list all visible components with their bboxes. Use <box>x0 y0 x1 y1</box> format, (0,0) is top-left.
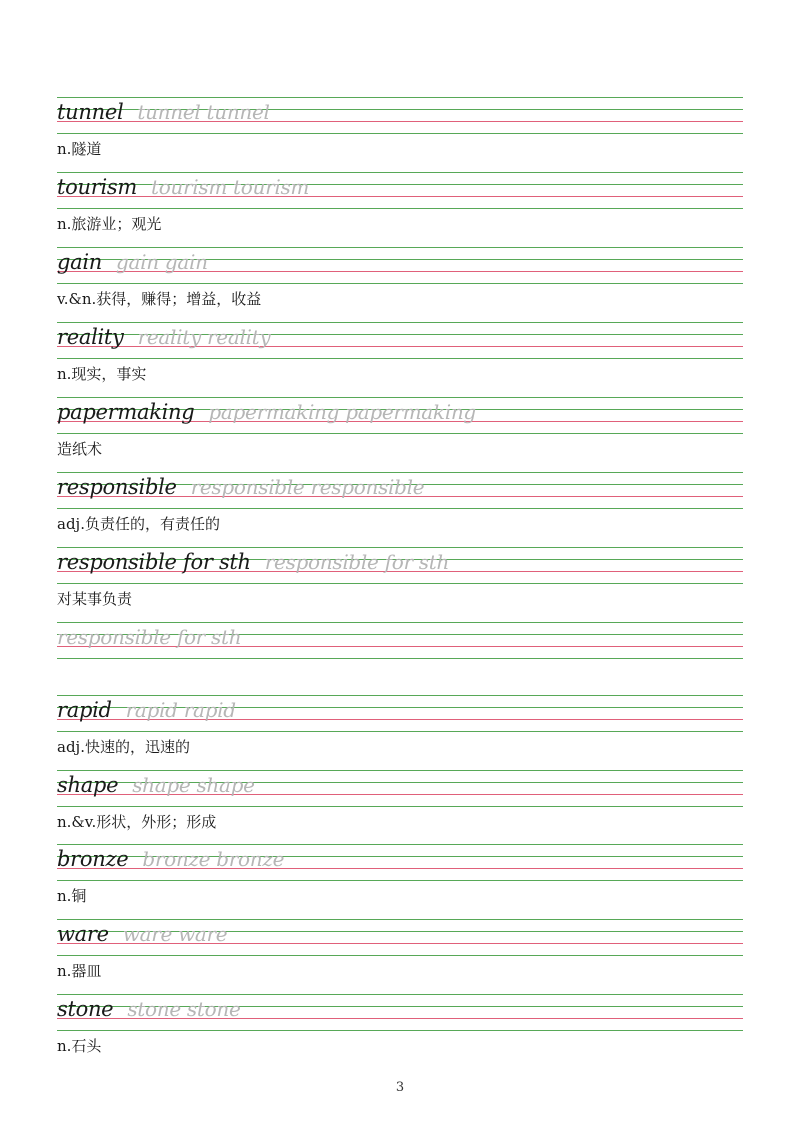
vocab-word: shape <box>57 773 119 797</box>
guide-line-bottom <box>57 433 743 434</box>
vocab-word: tunnel <box>57 100 124 124</box>
trace-word: shape shape <box>132 773 255 797</box>
guide-line-bottom <box>57 880 743 881</box>
vocab-entry <box>57 695 743 756</box>
trace-word: bronze bronze <box>142 847 285 871</box>
word-meaning: adj.负责任的，有责任的 <box>57 515 220 533</box>
guide-line-bottom <box>57 583 743 584</box>
vocab-entry <box>57 97 743 158</box>
trace-word: responsible responsible <box>190 475 425 499</box>
vocab-entry <box>57 247 743 308</box>
vocab-word: bronze <box>57 847 129 871</box>
word-line <box>57 248 208 276</box>
vocab-word: reality <box>57 325 124 349</box>
vocab-word: tourism <box>57 175 137 199</box>
word-meaning: n.隧道 <box>57 140 102 158</box>
vocab-entry <box>57 172 743 233</box>
word-line <box>57 771 255 799</box>
page-number: 3 <box>395 1080 405 1095</box>
word-line <box>57 173 309 201</box>
trace-word: rapid rapid <box>125 698 236 722</box>
vocab-entry <box>57 322 743 383</box>
word-meaning: n.现实，事实 <box>57 365 147 383</box>
word-meaning: n.石头 <box>57 1037 102 1055</box>
guide-line-bottom <box>57 133 743 134</box>
guide-line-bottom <box>57 806 743 807</box>
word-line <box>57 623 241 651</box>
vocab-entry <box>57 770 743 831</box>
word-meaning: adj.快速的，迅速的 <box>57 738 190 756</box>
word-meaning: n.器皿 <box>57 962 102 980</box>
trace-word: responsible for sth <box>57 625 242 649</box>
word-line <box>57 473 424 501</box>
word-meaning: n.旅游业；观光 <box>57 215 162 233</box>
word-meaning: n.铜 <box>57 887 87 905</box>
trace-word: tunnel tunnel <box>137 100 270 124</box>
vocab-entry <box>57 397 743 458</box>
guide-line-bottom <box>57 658 743 659</box>
trace-word: responsible for sth <box>264 550 450 574</box>
trace-word: tourism tourism <box>150 175 310 199</box>
guide-line-bottom <box>57 283 743 284</box>
vocab-entry <box>57 844 743 905</box>
vocab-word: papermaking <box>57 400 195 424</box>
word-line <box>57 398 476 426</box>
word-line <box>57 548 449 576</box>
word-line <box>57 323 270 351</box>
guide-line-bottom <box>57 358 743 359</box>
word-line <box>57 98 270 126</box>
vocab-entry <box>57 622 743 659</box>
word-line <box>57 995 241 1023</box>
vocab-word: responsible for sth <box>57 550 251 574</box>
guide-line-bottom <box>57 1030 743 1031</box>
word-line <box>57 920 227 948</box>
vocab-word: stone <box>57 997 114 1021</box>
trace-word: gain gain <box>116 250 208 274</box>
word-meaning: n.&v.形状，外形；形成 <box>57 813 217 831</box>
vocab-word: gain <box>57 250 103 274</box>
guide-line-bottom <box>57 508 743 509</box>
guide-line-bottom <box>57 955 743 956</box>
trace-word: ware ware <box>122 922 228 946</box>
word-line <box>57 845 284 873</box>
word-line <box>57 696 236 724</box>
vocab-word: ware <box>57 922 109 946</box>
word-meaning: 造纸术 <box>57 440 103 458</box>
vocab-entry <box>57 472 743 533</box>
trace-word: papermaking papermaking <box>208 400 476 424</box>
word-meaning: 对某事负责 <box>57 590 133 608</box>
guide-line-bottom <box>57 731 743 732</box>
vocab-entry <box>57 547 743 608</box>
guide-line-bottom <box>57 208 743 209</box>
trace-word: reality reality <box>137 325 271 349</box>
vocab-word: responsible <box>57 475 177 499</box>
word-meaning: v.&n.获得，赚得；增益，收益 <box>57 290 262 308</box>
vocab-word: rapid <box>57 698 112 722</box>
trace-word: stone stone <box>127 997 241 1021</box>
vocab-entry <box>57 994 743 1055</box>
vocab-entry <box>57 919 743 980</box>
